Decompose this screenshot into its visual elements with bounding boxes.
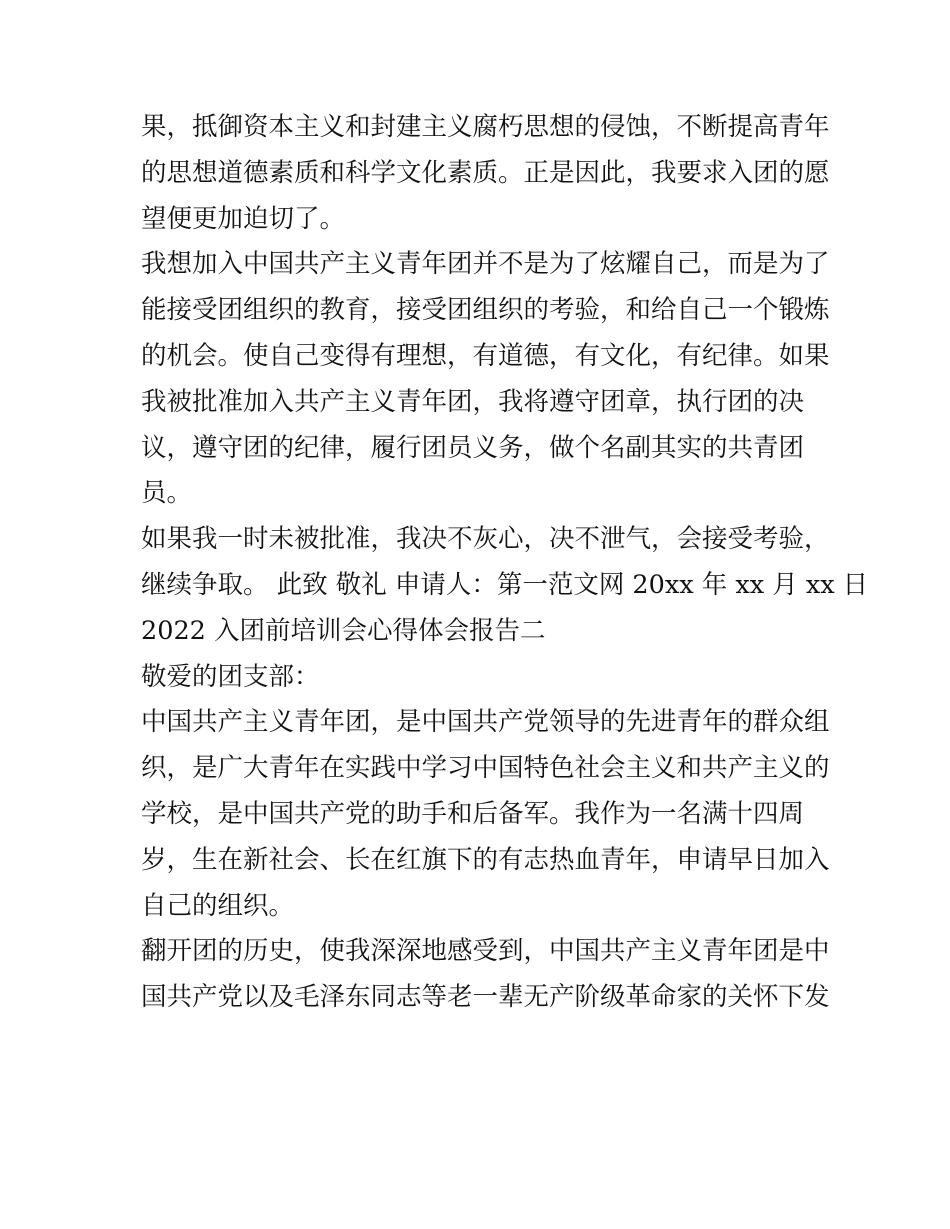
text-line: 继续争取。 此致 敬礼 申请人：第一范文网 20xx 年 xx 月 xx 日 <box>141 569 869 600</box>
text-line: 岁，生在新社会、长在红旗下的有志热血青年，申请早日加入 <box>141 844 830 875</box>
text-line: 果，抵御资本主义和封建主义腐朽思想的侵蚀，不断提高青年 <box>141 112 830 142</box>
text-line: 议，遵守团的纪律，履行团员义务，做个名副其实的共青团 <box>141 432 805 463</box>
text-line: 中国共产主义青年团，是中国共产党领导的先进青年的群众组 <box>141 707 830 738</box>
text-line: 员。 <box>141 478 193 509</box>
text-line: 我被批准加入共产主义青年团，我将遵守团章，执行团的决 <box>141 386 805 417</box>
text-line: 能接受团组织的教育，接受团组织的考验，和给自己一个锻炼 <box>141 295 830 326</box>
text-line: 望便更加迫切了。 <box>141 203 346 234</box>
text-line: 的机会。使自己变得有理想，有道德，有文化，有纪律。如果 <box>141 340 830 371</box>
text-line: 自己的组织。 <box>141 890 295 921</box>
salutation: 敬爱的团支部： <box>141 661 320 692</box>
document-body <box>141 105 869 1021</box>
text-line: 的思想道德素质和科学文化素质。正是因此，我要求入团的愿 <box>141 157 830 188</box>
text-line: 我想加入中国共产主义青年团并不是为了炫耀自己，而是为了 <box>141 249 830 280</box>
text-line: 国共产党以及毛泽东同志等老一辈无产阶级革命家的关怀下发 <box>141 982 830 1013</box>
text-line: 如果我一时未被批准，我决不灰心，决不泄气，会接受考验， <box>141 524 830 555</box>
text-line: 织，是广大青年在实践中学习中国特色社会主义和共产主义的 <box>141 753 830 784</box>
text-line: 学校，是中国共产党的助手和后备军。我作为一名满十四周 <box>141 798 805 829</box>
section-heading: 2022 入团前培训会心得体会报告二 <box>141 615 546 646</box>
text-line: 翻开团的历史，使我深深地感受到，中国共产主义青年团是中 <box>141 936 830 967</box>
